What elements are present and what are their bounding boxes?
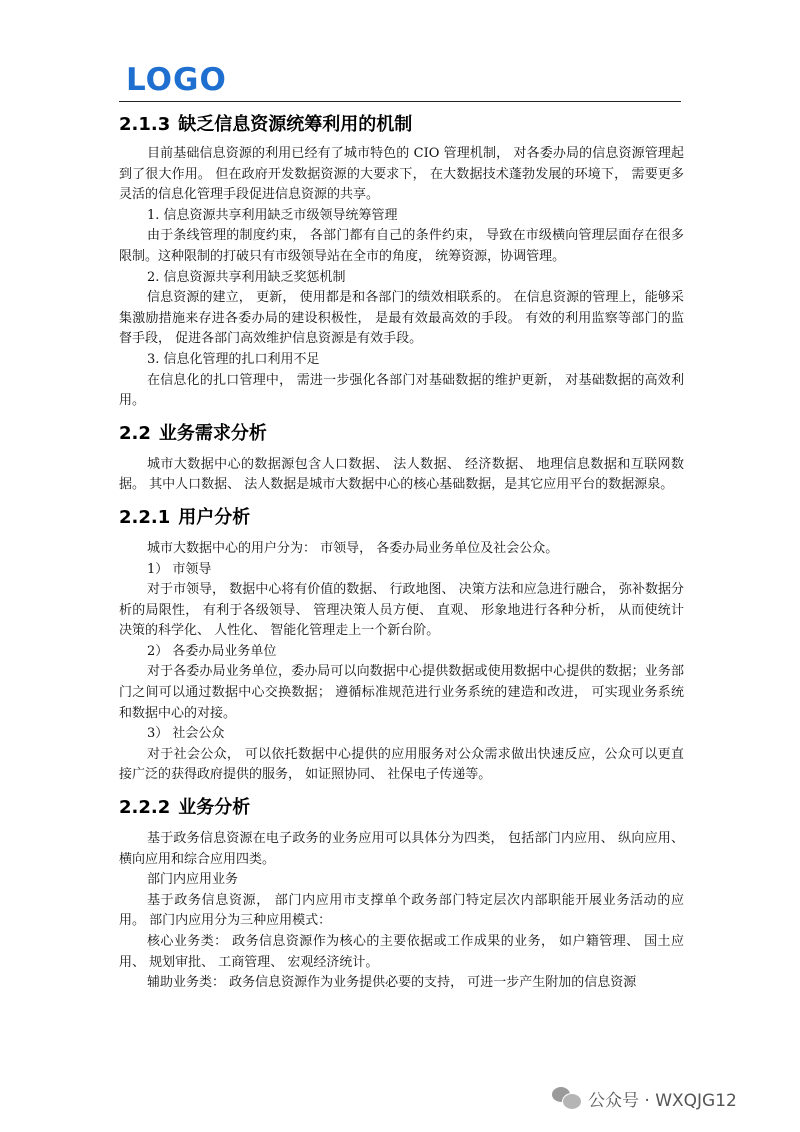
paragraph: 信息资源的建立， 更新， 使用都是和各部门的绩效相联系的。 在信息资源的管理上，能够采集激励措施来存进各委办局的建设积极性， 是最有效最高效的手段。 有效的利用监察等部门的监督手段， 促进各部门高效维护信息资源是有效手段。 — [119, 290, 684, 347]
paragraph: 在信息化的扎口管理中， 需进一步强化各部门对基础数据的维护更新， 对基础数据的高效利用。 — [119, 372, 684, 409]
section-2-2 — [119, 420, 684, 496]
watermark — [552, 1085, 737, 1111]
paragraph: 对于各委办局业务单位，委办局可以向数据中心提供数据或使用数据中心提供的数据；业务部门之间可以通过数据中心交换数据； 遵循标准规范进行业务系统的建造和改进， 可实现业务系统和数据中心的对接。 — [119, 664, 684, 721]
section-heading: 2.2.1 用户分析 — [119, 506, 251, 528]
paragraph: 目前基础信息资源的利用已经有了城市特色的 CIO 管理机制， 对各委办局的信息资源管理起到了很大作用。 但在政府开发数据资源的大要求下， 在大数据技术蓬勃发展的环境下， 需要更多灵活的信息化管理手段促进信息资源的共享。 — [119, 146, 684, 203]
paragraph: 辅助业务类： 政务信息资源作为业务提供必要的支持， 可进一步产生附加的信息资源 — [147, 975, 637, 991]
wechat-icon — [552, 1085, 582, 1111]
paragraph: 城市大数据中心的数据源包含人口数据、 法人数据、 经济数据、 地理信息数据和互联网数据。 其中人口数据、 法人数据是城市大数据中心的核心基础数据，是其它应用平台的数据源泉。 — [119, 456, 684, 493]
document-body — [119, 108, 684, 994]
paragraph: 由于条线管理的制度约束， 各部门都有自己的条件约束， 导致在市级横向管理层面存在很多限制。这种限制的打破只有市级领导站在全市的角度， 统筹资源，协调管理。 — [119, 228, 684, 264]
list-item-heading: 3） 社会公众 — [147, 726, 225, 742]
list-item-heading: 3. 信息化管理的扎口利用不足 — [147, 351, 320, 367]
section-2-2-2 — [119, 794, 684, 994]
paragraph: 核心业务类： 政务信息资源作为核心的主要依据或工作成果的业务， 如户籍管理、 国土应用、 规划审批、 工商管理、 宏观经济统计。 — [119, 934, 684, 970]
section-2-2-1 — [119, 504, 684, 786]
watermark-text: 公众号 · WXQJG12 — [588, 1090, 737, 1111]
paragraph: 对于市领导， 数据中心将有价值的数据、 行政地图、 决策方法和应急进行融合， 弥补数据分析的局限性， 有利于各级领导、 管理决策人员方便、 直观、 形象地进行各种分析， 从而使统计决策的科学化、 人性化、 智能化管理走上一个新台阶。 — [119, 582, 684, 639]
paragraph: 基于政务信息资源， 部门内应用市支撑单个政务部门特定层次内部职能开展业务活动的应用。 部门内应用分为三种应用模式： — [119, 892, 684, 929]
section-heading: 2.2.2 业务分析 — [119, 797, 251, 819]
section-2-1-3 — [119, 111, 684, 412]
list-item-heading: 2） 各委办局业务单位 — [147, 643, 277, 659]
list-item-heading: 1. 信息资源共享利用缺乏市级领导统筹管理 — [147, 207, 398, 223]
header-divider — [119, 101, 681, 102]
list-item-heading: 1） 市领导 — [147, 561, 212, 577]
list-item-heading: 部门内应用业务 — [147, 872, 239, 888]
paragraph: 城市大数据中心的用户分为： 市领导， 各委办局业务单位及社会公众。 — [147, 540, 559, 556]
logo: LOGO — [126, 62, 227, 98]
paragraph: 对于社会公众， 可以依托数据中心提供的应用服务对公众需求做出快速反应，公众可以更直接广泛的获得政府提供的服务， 如证照协同、 社保电子传递等。 — [119, 746, 684, 783]
list-item-heading: 2. 信息资源共享利用缺乏奖惩机制 — [147, 269, 346, 285]
section-heading: 2.2 业务需求分析 — [119, 422, 267, 444]
paragraph: 基于政务信息资源在电子政务的业务应用可以具体分为四类， 包括部门内应用、 纵向应用、 横向应用和综合应用四类。 — [119, 831, 684, 867]
section-heading: 2.1.3 缺乏信息资源统筹利用的机制 — [119, 114, 413, 135]
